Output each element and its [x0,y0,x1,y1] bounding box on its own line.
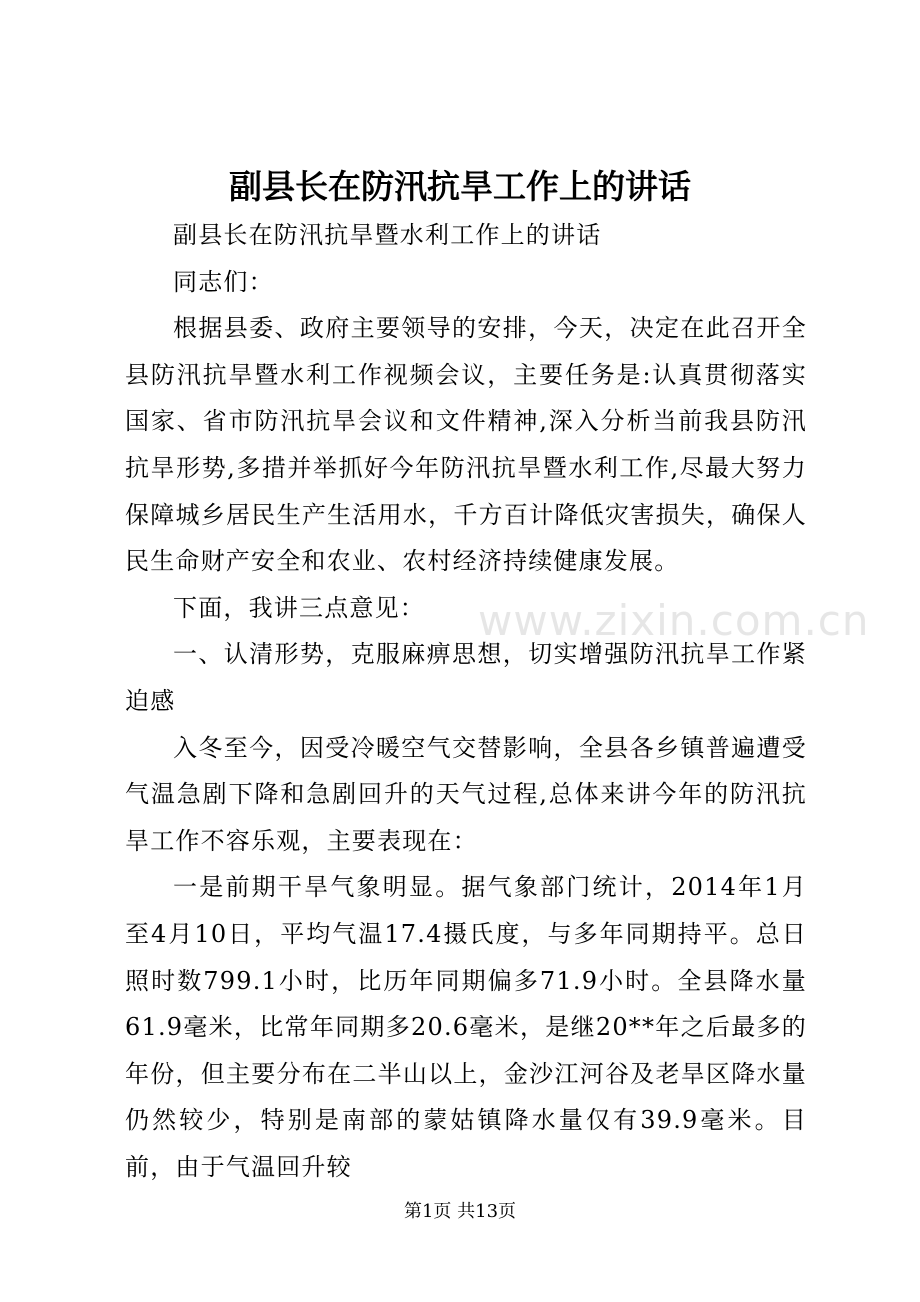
section-heading: 一、认清形势，克服麻痹思想，切实增强防汛抗旱工作紧迫感 [125,640,807,715]
document-body [125,212,807,1190]
page-title: 副县长在防汛抗旱工作上的讲话 [229,167,691,206]
subtitle-paragraph: 副县长在防汛抗旱暨水利工作上的讲话 [173,221,602,249]
body-paragraph: 一是前期干旱气象明显。据气象部门统计，2014年1月至4月10日，平均气温17.4摄氏度，与多年同期持平。总日照时数799.1小时，比历年同期偏多71.9小时。全县降水量61.9毫米，比常年同期多20.6毫米，是继20**年之后最多的年份，但主要分布在二半山以上，金沙江河谷及老旱区降水量仍然较少，特别是南部的蒙姑镇降水量仅有39.9毫米。目前，由于气温回升较 [125,873,807,1181]
salutation-paragraph: 同志们： [173,267,274,296]
body-paragraph: 入冬至今，因受冷暖空气交替影响，全县各乡镇普遍遭受气温急剧下降和急剧回升的天气过程,总体来讲今年的防汛抗旱工作不容乐观，主要表现在： [125,733,807,855]
body-paragraph: 下面，我讲三点意见： [173,593,425,622]
page-footer: 第1页 共13页 [403,1201,517,1222]
watermark: www.zixin.com.cn [478,596,870,645]
body-paragraph: 根据县委、政府主要领导的安排，今天，决定在此召开全县防汛抗旱暨水利工作视频会议，主要任务是:认真贯彻落实国家、省市防汛抗旱会议和文件精神,深入分析当前我县防汛抗旱形势,多措并举抓好今年防汛抗旱暨水利工作,尽最大努力保障城乡居民生产生活用水，千方百计降低灾害损失，确保人民生命财产安全和农业、农村经济持续健康发展。 [125,314,807,576]
